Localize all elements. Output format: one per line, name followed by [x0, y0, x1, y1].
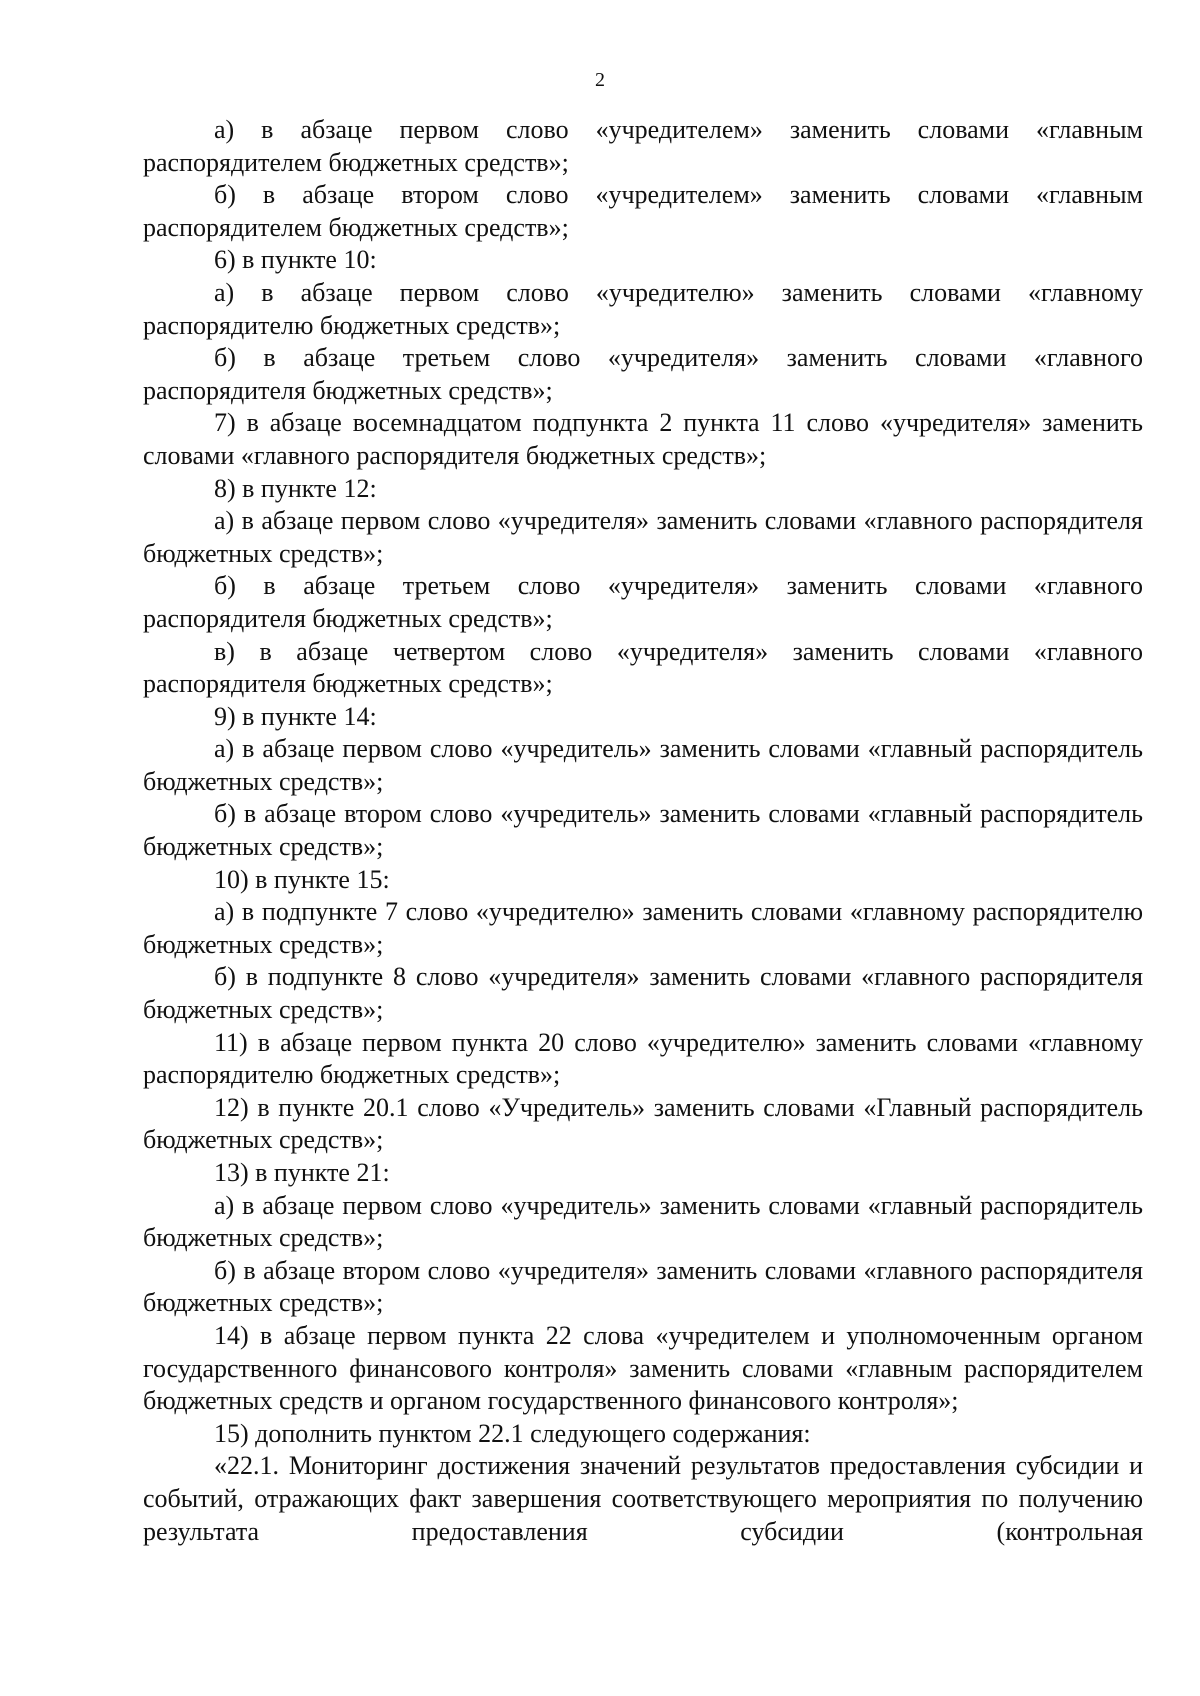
paragraph: б) в абзаце втором слово «учредитель» заменить словами «главный распорядитель бюджетных средств»;: [143, 799, 1143, 862]
paragraph: а) в абзаце первом слово «учредителем» заменить словами «главным распорядителем бюджетных средств»;: [143, 115, 1143, 177]
paragraph: б) в абзаце втором слово «учредителя» заменить словами «главного распорядителя бюджетных средств»;: [143, 1255, 1143, 1318]
paragraph: а) в абзаце первом слово «учредителю» заменить словами «главному распорядителю бюджетных средств»;: [143, 277, 1143, 340]
paragraph: в) в абзаце четвертом слово «учредителя» заменить словами «главного распорядителя бюджетных средств»;: [143, 636, 1143, 699]
paragraph: 12) в пункте 20.1 слово «Учредитель» заменить словами «Главный распорядитель бюджетных средств»;: [143, 1092, 1143, 1155]
paragraph: б) в абзаце третьем слово «учредителя» заменить словами «главного распорядителя бюджетных средств»;: [143, 343, 1143, 405]
paragraph: «22.1. Мониторинг достижения значений результатов предоставления субсидии и событий, отражающих факт завершения соответствующего мероприятия по получению результата предоставления субсидии (контрольная: [143, 1451, 1143, 1546]
paragraph: 10) в пункте 15:: [214, 864, 390, 894]
document-body: [143, 114, 1143, 1548]
paragraph: а) в абзаце первом слово «учредителя» заменить словами «главного распорядителя бюджетных средств»;: [143, 506, 1143, 568]
paragraph: 11) в абзаце первом пункта 20 слово «учредителю» заменить словами «главному распорядителю бюджетных средств»;: [143, 1027, 1143, 1090]
paragraph: а) в абзаце первом слово «учредитель» заменить словами «главный распорядитель бюджетных средств»;: [143, 734, 1143, 796]
paragraph: б) в абзаце втором слово «учредителем» заменить словами «главным распорядителем бюджетных средств»;: [143, 180, 1143, 242]
paragraph: 13) в пункте 21:: [214, 1158, 390, 1187]
paragraph: 14) в абзаце первом пункта 22 слова «учредителем и уполномоченным органом государственного финансового контроля» заменить словами «главным распорядителем бюджетных средств и органом государственного финансового контроля»;: [143, 1320, 1143, 1416]
paragraph: б) в подпункте 8 слово «учредителя» заменить словами «главного распорядителя бюджетных средств»;: [143, 962, 1143, 1025]
paragraph: а) в абзаце первом слово «учредитель» заменить словами «главный распорядитель бюджетных средств»;: [143, 1190, 1143, 1253]
paragraph: б) в абзаце третьем слово «учредителя» заменить словами «главного распорядителя бюджетных средств»;: [143, 571, 1143, 633]
paragraph: 6) в пункте 10:: [214, 245, 377, 275]
paragraph: 8) в пункте 12:: [214, 473, 377, 503]
paragraph: 9) в пункте 14:: [214, 701, 377, 731]
paragraph: а) в подпункте 7 слово «учредителю» заменить словами «главному распорядителю бюджетных средств»;: [143, 897, 1143, 959]
paragraph: 15) дополнить пунктом 22.1 следующего содержания:: [214, 1418, 811, 1448]
paragraph: 7) в абзаце восемнадцатом подпункта 2 пункта 11 слово «учредителя» заменить словами «главного распорядителя бюджетных средств»;: [143, 408, 1143, 470]
page-number: 2: [595, 69, 605, 91]
